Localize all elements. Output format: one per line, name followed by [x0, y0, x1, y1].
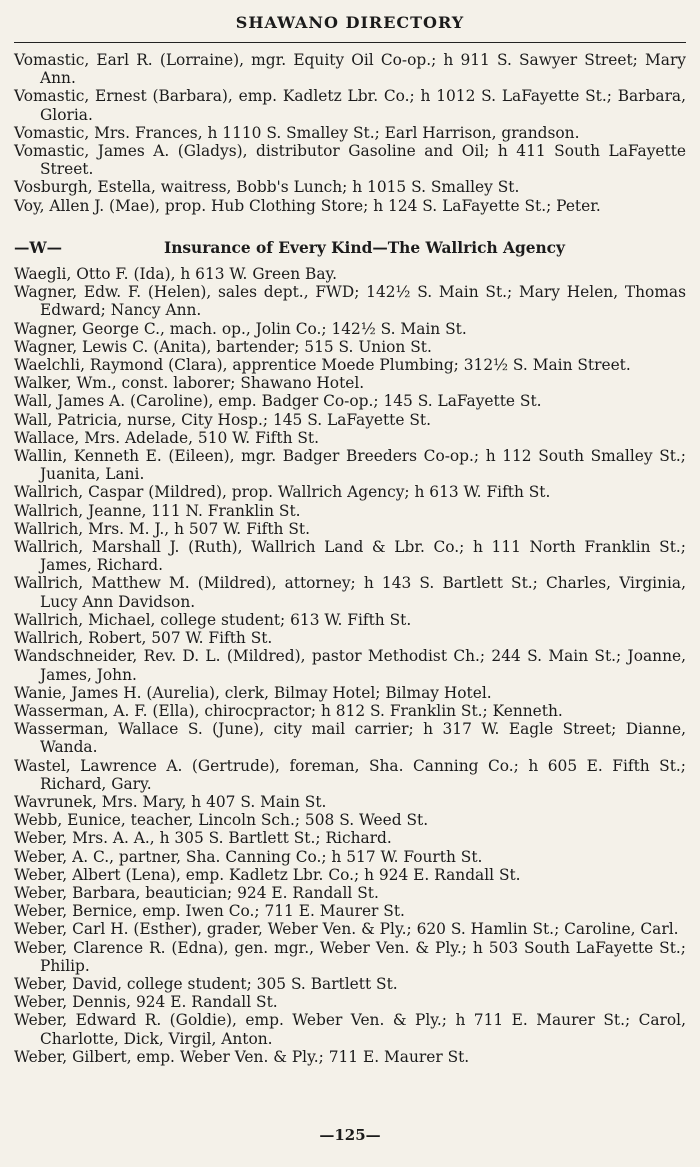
directory-entry: Wagner, George C., mach. op., Jolin Co.; 142½ S. Main St. [14, 319, 467, 338]
directory-entry: Wallrich, Mrs. M. J., h 507 W. Fifth St. [14, 519, 310, 538]
directory-entry: Weber, Albert (Lena), emp. Kadletz Lbr. Co.; h 924 E. Randall St. [14, 865, 521, 884]
directory-entry: Weber, Clarence R. (Edna), gen. mgr., Weber Ven. & Ply.; h 503 South LaFayette St.; Philip. [14, 938, 686, 975]
directory-entry: Wallrich, Michael, college student; 613 W. Fifth St. [14, 610, 412, 629]
page-number: —125— [319, 1126, 381, 1144]
directory-entry: Wallace, Mrs. Adelade, 510 W. Fifth St. [14, 428, 319, 447]
directory-entry: Wanie, James H. (Aurelia), clerk, Bilmay Hotel; Bilmay Hotel. [14, 683, 492, 702]
directory-entry: Weber, A. C., partner, Sha. Canning Co.; h 517 W. Fourth St. [14, 847, 483, 866]
directory-entry: Weber, Bernice, emp. Iwen Co.; 711 E. Maurer St. [14, 902, 405, 921]
directory-entry: Weber, Gilbert, emp. Weber Ven. & Ply.; 711 E. Maurer St. [14, 1047, 470, 1066]
section-advertisement: Insurance of Every Kind—The Wallrich Agency [164, 238, 565, 257]
header-divider [14, 42, 686, 43]
directory-entry: Weber, Carl H. (Esther), grader, Weber Ven. & Ply.; 620 S. Hamlin St.; Caroline, Carl. [14, 920, 679, 939]
directory-entry: Wastel, Lawrence A. (Gertrude), foreman, Sha. Canning Co.; h 605 E. Fifth St.; Richard, Gary. [14, 756, 686, 793]
directory-entry: Vomastic, Earl R. (Lorraine), mgr. Equity Oil Co-op.; h 911 S. Sawyer Street; Mary Ann. [14, 51, 686, 88]
directory-entry: Wavrunek, Mrs. Mary, h 407 S. Main St. [14, 792, 327, 811]
directory-entry: Wandschneider, Rev. D. L. (Mildred), pastor Methodist Ch.; 244 S. Main St.; Joanne, James, John. [14, 647, 686, 684]
directory-entry: Wallin, Kenneth E. (Eileen), mgr. Badger Breeders Co-op.; h 112 South Smalley St.; Juanita, Lani. [14, 447, 686, 484]
entry-list-w [14, 265, 686, 1066]
directory-entry: Wasserman, Wallace S. (June), city mail carrier; h 317 W. Eagle Street; Dianne, Wanda. [14, 720, 686, 757]
directory-entry: Wallrich, Robert, 507 W. Fifth St. [14, 629, 273, 648]
directory-entry: Vomastic, James A. (Gladys), distributor Gasoline and Oil; h 411 South LaFayette Street. [14, 142, 686, 179]
directory-entry: Weber, Mrs. A. A., h 305 S. Bartlett St.; Richard. [14, 829, 392, 848]
directory-entry: Waelchli, Raymond (Clara), apprentice Moede Plumbing; 312½ S. Main Street. [14, 356, 631, 375]
directory-entry: Weber, David, college student; 305 S. Bartlett St. [14, 974, 398, 993]
directory-entry: Wagner, Edw. F. (Helen), sales dept., FWD; 142½ S. Main St.; Mary Helen, Thomas Edward; Nancy Ann. [14, 283, 686, 320]
directory-entry: Wall, Patricia, nurse, City Hosp.; 145 S. LaFayette St. [14, 410, 431, 429]
directory-entry: Walker, Wm., const. laborer; Shawano Hotel. [14, 374, 365, 393]
directory-entry: Vomastic, Mrs. Frances, h 1110 S. Smalley St.; Earl Harrison, grandson. [14, 123, 580, 142]
directory-entry: Wagner, Lewis C. (Anita), bartender; 515 S. Union St. [14, 337, 432, 356]
directory-entry: Webb, Eunice, teacher, Lincoln Sch.; 508 S. Weed St. [14, 811, 429, 830]
directory-entry: Vosburgh, Estella, waitress, Bobb's Lunch; h 1015 S. Smalley St. [14, 178, 520, 197]
section-letter: —W— [14, 238, 63, 257]
page-header-title: SHAWANO DIRECTORY [235, 13, 465, 32]
directory-entry: Wallrich, Matthew M. (Mildred), attorney; h 143 S. Bartlett St.; Charles, Virginia, Lucy Ann Davidson. [14, 574, 686, 611]
directory-entry: Voy, Allen J. (Mae), prop. Hub Clothing Store; h 124 S. LaFayette St.; Peter. [14, 196, 601, 215]
directory-entry: Wallrich, Jeanne, 111 N. Franklin St. [14, 501, 301, 520]
directory-entry: Weber, Barbara, beautician; 924 E. Randall St. [14, 883, 379, 902]
directory-entry: Wall, James A. (Caroline), emp. Badger Co-op.; 145 S. LaFayette St. [14, 392, 542, 411]
directory-entry: Weber, Dennis, 924 E. Randall St. [14, 993, 278, 1012]
directory-entry: Waegli, Otto F. (Ida), h 613 W. Green Bay. [14, 265, 338, 284]
directory-entry: Vomastic, Ernest (Barbara), emp. Kadletz Lbr. Co.; h 1012 S. LaFayette St.; Barbara, Gloria. [14, 87, 686, 124]
directory-entry: Wasserman, A. F. (Ella), chirocpractor; h 812 S. Franklin St.; Kenneth. [14, 701, 563, 720]
directory-entry: Weber, Edward R. (Goldie), emp. Weber Ven. & Ply.; h 711 E. Maurer St.; Carol, Charlotte, Dick, Virgil, Anton. [14, 1011, 686, 1048]
entry-list-top [14, 51, 686, 215]
directory-entry: Wallrich, Caspar (Mildred), prop. Wallrich Agency; h 613 W. Fifth St. [14, 483, 551, 502]
section-heading-row [14, 239, 686, 257]
directory-entry: Wallrich, Marshall J. (Ruth), Wallrich Land & Lbr. Co.; h 111 North Franklin St.; James, Richard. [14, 538, 686, 575]
